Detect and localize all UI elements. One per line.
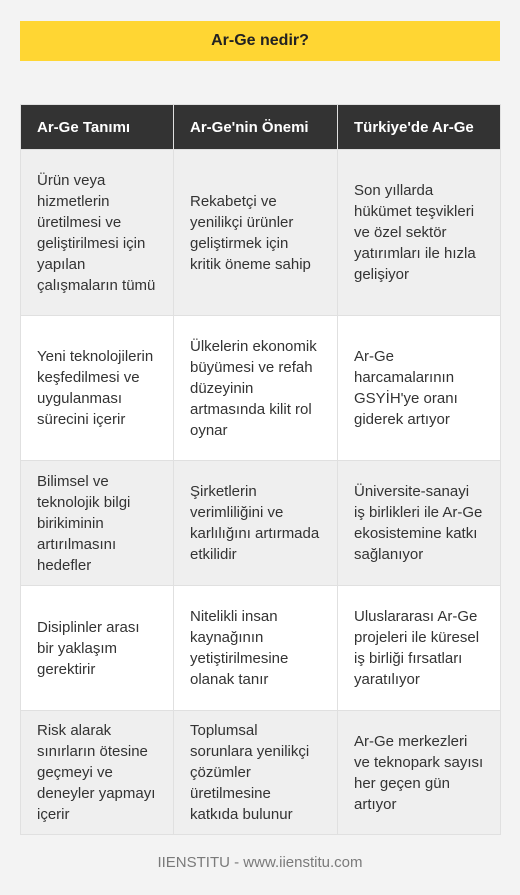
table-cell: Yeni teknolojilerin keşfedilmesi ve uygulanması sürecini içerir <box>21 316 174 461</box>
table-cell: Son yıllarda hükümet teşvikleri ve özel sektör yatırımları ile hızla gelişiyor <box>338 150 501 316</box>
table-cell: Ar-Ge merkezleri ve teknopark sayısı her geçen gün artıyor <box>338 711 501 835</box>
column-header: Ar-Ge Tanımı <box>21 105 174 150</box>
table-cell: Toplumsal sorunlara yenilikçi çözümler üretilmesine katkıda bulunur <box>174 711 338 835</box>
table-row <box>21 316 501 461</box>
table-row <box>21 586 501 711</box>
table-row <box>21 150 501 316</box>
table-cell: Nitelikli insan kaynağının yetiştirilmesine olanak tanır <box>174 586 338 711</box>
table-row <box>21 461 501 586</box>
table-cell: Risk alarak sınırların ötesine geçmeyi ve deneyler yapmayı içerir <box>21 711 174 835</box>
table-cell: Üniversite-sanayi iş birlikleri ile Ar-Ge ekosistemine katkı sağlanıyor <box>338 461 501 586</box>
column-header: Türkiye'de Ar-Ge <box>338 105 501 150</box>
page-title: Ar-Ge nedir? <box>211 32 309 49</box>
info-table <box>20 104 501 835</box>
footer-text: IIENSTITU - www.iienstitu.com <box>157 854 363 871</box>
table-header-row <box>21 105 501 150</box>
table-cell: Ar-Ge harcamalarının GSYİH'ye oranı giderek artıyor <box>338 316 501 461</box>
column-header: Ar-Ge'nin Önemi <box>174 105 338 150</box>
table-cell: Ürün veya hizmetlerin üretilmesi ve geliştirilmesi için yapılan çalışmaların tümü <box>21 150 174 316</box>
table-cell: Şirketlerin verimliliğini ve karlılığını artırmada etkilidir <box>174 461 338 586</box>
table-cell: Uluslararası Ar-Ge projeleri ile küresel iş birliği fırsatları yaratılıyor <box>338 586 501 711</box>
table-cell: Ülkelerin ekonomik büyümesi ve refah düzeyinin artmasında kilit rol oynar <box>174 316 338 461</box>
title-banner <box>20 21 500 61</box>
table-cell: Rekabetçi ve yenilikçi ürünler geliştirmek için kritik öneme sahip <box>174 150 338 316</box>
table-row <box>21 711 501 835</box>
table-cell: Bilimsel ve teknolojik bilgi birikiminin artırılmasını hedefler <box>21 461 174 586</box>
table-cell: Disiplinler arası bir yaklaşım gerektirir <box>21 586 174 711</box>
